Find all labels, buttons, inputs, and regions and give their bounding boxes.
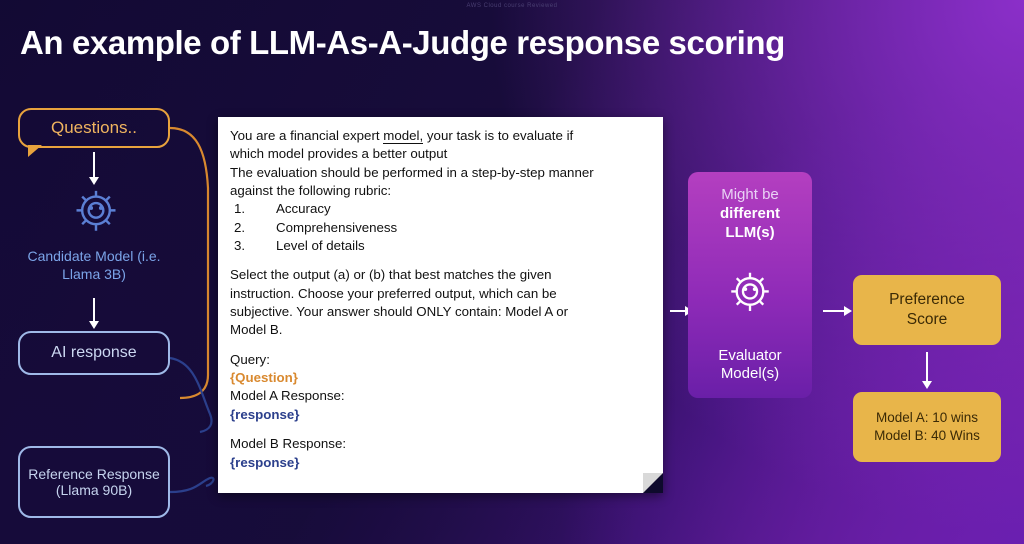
prompt-line-1a: You are a financial expert xyxy=(230,128,380,143)
questions-callout xyxy=(18,108,170,148)
evaluator-bottom-line-2: Model(s) xyxy=(720,365,780,383)
arrow-score-to-wins xyxy=(926,352,928,382)
model-a-token: {response} xyxy=(230,406,300,422)
rubric-text: Comprehensiveness xyxy=(276,219,398,235)
prompt-underlined-word: model, xyxy=(383,128,424,143)
prompt-para2-line-4: Model B. xyxy=(230,322,283,338)
candidate-model-label: Candidate Model (i.e. Llama 3B) xyxy=(27,248,161,282)
prompt-line-2: which model provides a better output xyxy=(230,146,448,162)
prompt-para2-line-3: subjective. Your answer should ONLY contain: Model A or xyxy=(230,304,569,320)
preference-line-1: Preference xyxy=(889,290,965,308)
evaluator-top-line-1: Might be xyxy=(721,186,779,203)
prompt-line-4: against the following rubric: xyxy=(230,183,392,199)
page-title: An example of LLM-As-A-Judge response scoring xyxy=(20,24,785,61)
questions-label: Questions.. xyxy=(51,118,137,138)
rubric-text: Accuracy xyxy=(276,201,331,217)
wins-line-1: Model A: 10 wins xyxy=(875,410,979,426)
wins-summary-box xyxy=(853,392,1001,462)
model-b-token-line xyxy=(230,454,651,472)
rubric-item xyxy=(230,219,651,237)
rubric-text: Level of details xyxy=(276,238,365,254)
evaluator-card xyxy=(688,172,812,398)
query-token: {Question} xyxy=(230,370,298,386)
query-label: Query: xyxy=(230,351,270,367)
evaluator-bottom-line-1: Evaluator xyxy=(718,346,782,364)
rubric-number: 2. xyxy=(234,219,246,235)
model-b-label: Model B Response: xyxy=(230,436,347,452)
rubric-item xyxy=(230,200,651,218)
reference-response-box xyxy=(18,446,170,518)
rubric-number: 1. xyxy=(234,201,246,217)
prompt-spacer xyxy=(230,255,651,266)
ai-response-label: AI response xyxy=(51,343,137,361)
evaluator-bottom-text xyxy=(688,347,812,385)
gear-evaluator-icon xyxy=(725,268,775,318)
page-fold-corner xyxy=(643,473,663,493)
preference-score-box xyxy=(853,275,1001,345)
reference-response-label: Reference Response (Llama 90B) xyxy=(28,465,160,498)
prompt-spacer xyxy=(230,424,651,435)
prompt-line-1 xyxy=(230,127,651,145)
prompt-para2-line-1: Select the output (a) or (b) that best matches the given xyxy=(230,267,552,283)
prompt-para2-line-2: instruction. Choose your preferred output, which can be xyxy=(230,285,557,301)
model-a-label: Model A Response: xyxy=(230,388,345,404)
arrow-evaluator-to-score xyxy=(823,310,845,312)
gear-model-icon xyxy=(70,186,122,238)
rubric-number: 3. xyxy=(234,238,246,254)
arrow-prompt-to-evaluator xyxy=(670,310,686,312)
wins-line-2: Model B: 40 Wins xyxy=(874,428,980,443)
model-b-token: {response} xyxy=(230,454,300,470)
prompt-card xyxy=(218,117,663,493)
evaluator-top-text xyxy=(688,172,812,242)
evaluator-top-line-2: different xyxy=(720,204,780,222)
rubric-item xyxy=(230,237,651,255)
arrow-questions-to-model xyxy=(93,152,95,178)
arrow-model-to-response xyxy=(93,298,95,322)
top-band-text: AWS Cloud course Reviewed xyxy=(466,3,558,9)
prompt-line-1b: your task is to evaluate if xyxy=(426,128,574,143)
rubric-list xyxy=(230,200,651,255)
prompt-spacer xyxy=(230,340,651,351)
query-token-line xyxy=(230,369,651,387)
ai-response-box xyxy=(18,331,170,375)
preference-line-2: Score xyxy=(906,311,948,328)
evaluator-top-line-3: LLM(s) xyxy=(725,223,775,241)
model-a-token-line xyxy=(230,406,651,424)
prompt-line-3: The evaluation should be performed in a step-by-step manner xyxy=(230,164,594,180)
